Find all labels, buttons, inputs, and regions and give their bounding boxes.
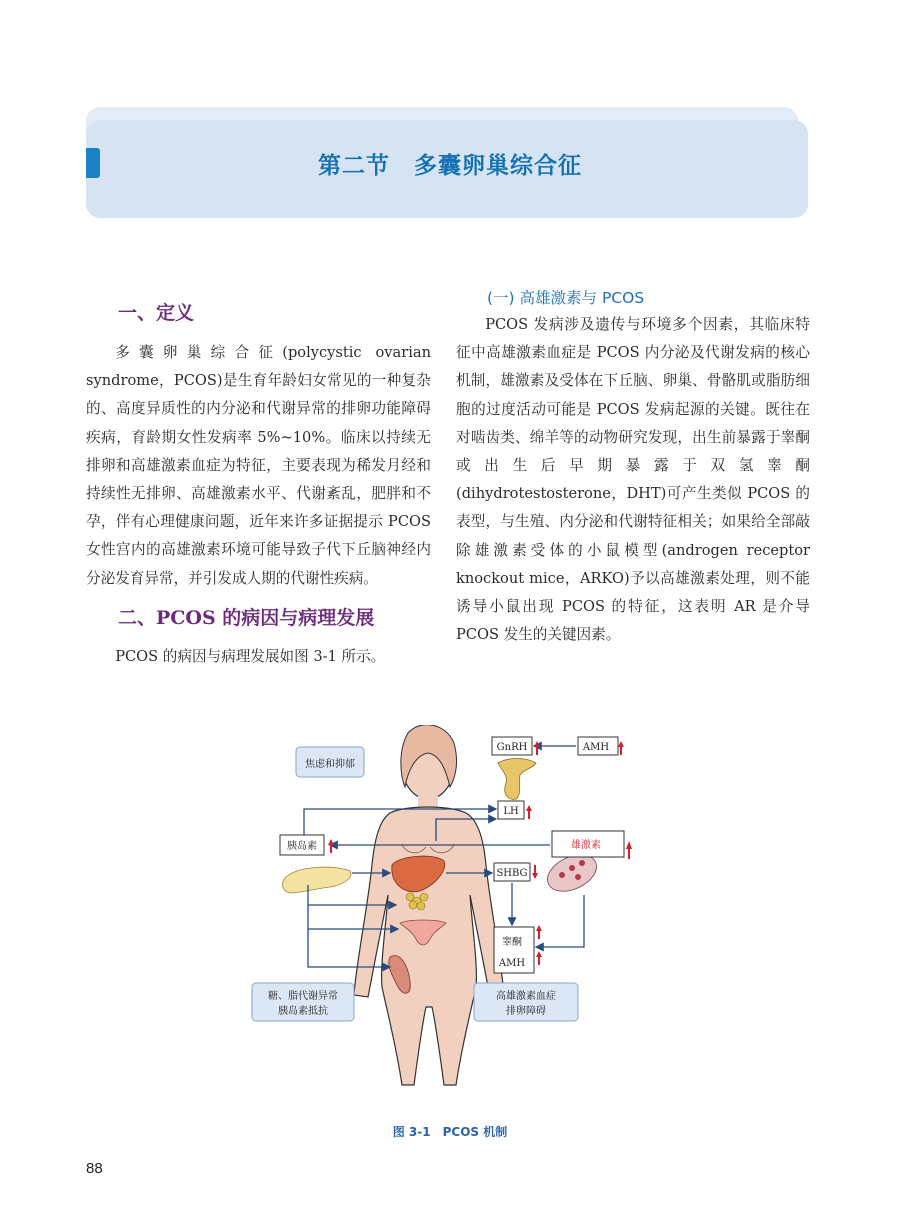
testosterone-label: 睾酮 <box>502 937 522 948</box>
pituitary-icon <box>498 759 536 800</box>
heading-definition: 一、定义 <box>118 302 195 324</box>
section-title: 第二节 多囊卵巢综合征 <box>318 153 582 179</box>
metabolic-line1: 糖、脂代谢异常 <box>268 991 338 1002</box>
anxiety-label: 焦虑和抑郁 <box>305 759 355 770</box>
lh-label: LH <box>503 806 519 817</box>
pcos-diagram <box>240 725 660 1115</box>
subheading-hyperandrogen: (一) 高雄激素与 PCOS <box>487 289 645 307</box>
left-column-text-2 <box>86 643 431 671</box>
metabolic-line2: 胰岛素抵抗 <box>278 1006 328 1017</box>
page-number: 88 <box>86 1160 103 1177</box>
amh-bottom-label: AMH <box>498 958 526 969</box>
etiology-paragraph: PCOS 的病因与病理发展如图 3-1 所示。 <box>115 648 386 665</box>
shbg-label: SHBG <box>496 868 528 879</box>
right-column-text <box>456 311 810 649</box>
left-column-text-1 <box>86 339 431 593</box>
heading-etiology: 二、PCOS 的病因与病理发展 <box>118 607 375 629</box>
definition-paragraph: 多囊卵巢综合征(polycystic ovarian syndrome，PCOS)是生育年龄妇女常见的一种复杂的、高度异质性的内分泌和代谢异常的排卵功能障碍疾病，育龄期女性发病率 5%~10%。临床以持续无排卵和高雄激素血症为特征，主要表现为稀发月经和持续性无排卵、高雄激素水平、代谢紊乱，肥胖和不孕，伴有心理健康问题，近年来许多证据提示 PCOS 女性宫内的高雄激素环境可能导致子代下丘脑神经内分泌发育异常，并引发成人期的代谢性疾病。 <box>86 344 431 587</box>
insulin-label: 胰岛素 <box>287 841 317 852</box>
androgen-label: 雄激素 <box>571 840 601 851</box>
gnrh-label: GnRH <box>496 742 528 753</box>
pancreas-icon <box>283 867 351 893</box>
amh-top-label: AMH <box>582 742 610 753</box>
hyper-line2: 排卵障碍 <box>506 1006 546 1017</box>
figure-caption: 图 3-1 PCOS 机制 <box>392 1125 508 1139</box>
pcos-mechanism-figure <box>240 725 660 1115</box>
hyper-line1: 高雄激素血症 <box>496 991 556 1002</box>
hyperandrogen-paragraph: PCOS 发病涉及遗传与环境多个因素，其临床特征中高雄激素血症是 PCOS 内分泌及代谢发病的核心机制，雄激素及受体在下丘脑、卵巢、骨骼肌或脂肪细胞的过度活动可能是 PCOS 发病起源的关键。既往在对啮齿类、绵羊等的动物研究发现，出生前暴露于睾酮或出生后早期暴露于双氢睾酮(dihydrotestosterone，DHT)可产生类似 PCOS 的表型，与生殖、内分泌和代谢特征相关；如果给全部敲除雄激素受体的小鼠模型(androgen receptor knockout mice，ARKO)予以高雄激素处理，则不能诱导小鼠出现 PCOS 的特征，这表明 AR 是介导 PCOS 发生的关键因素。 <box>456 316 810 644</box>
